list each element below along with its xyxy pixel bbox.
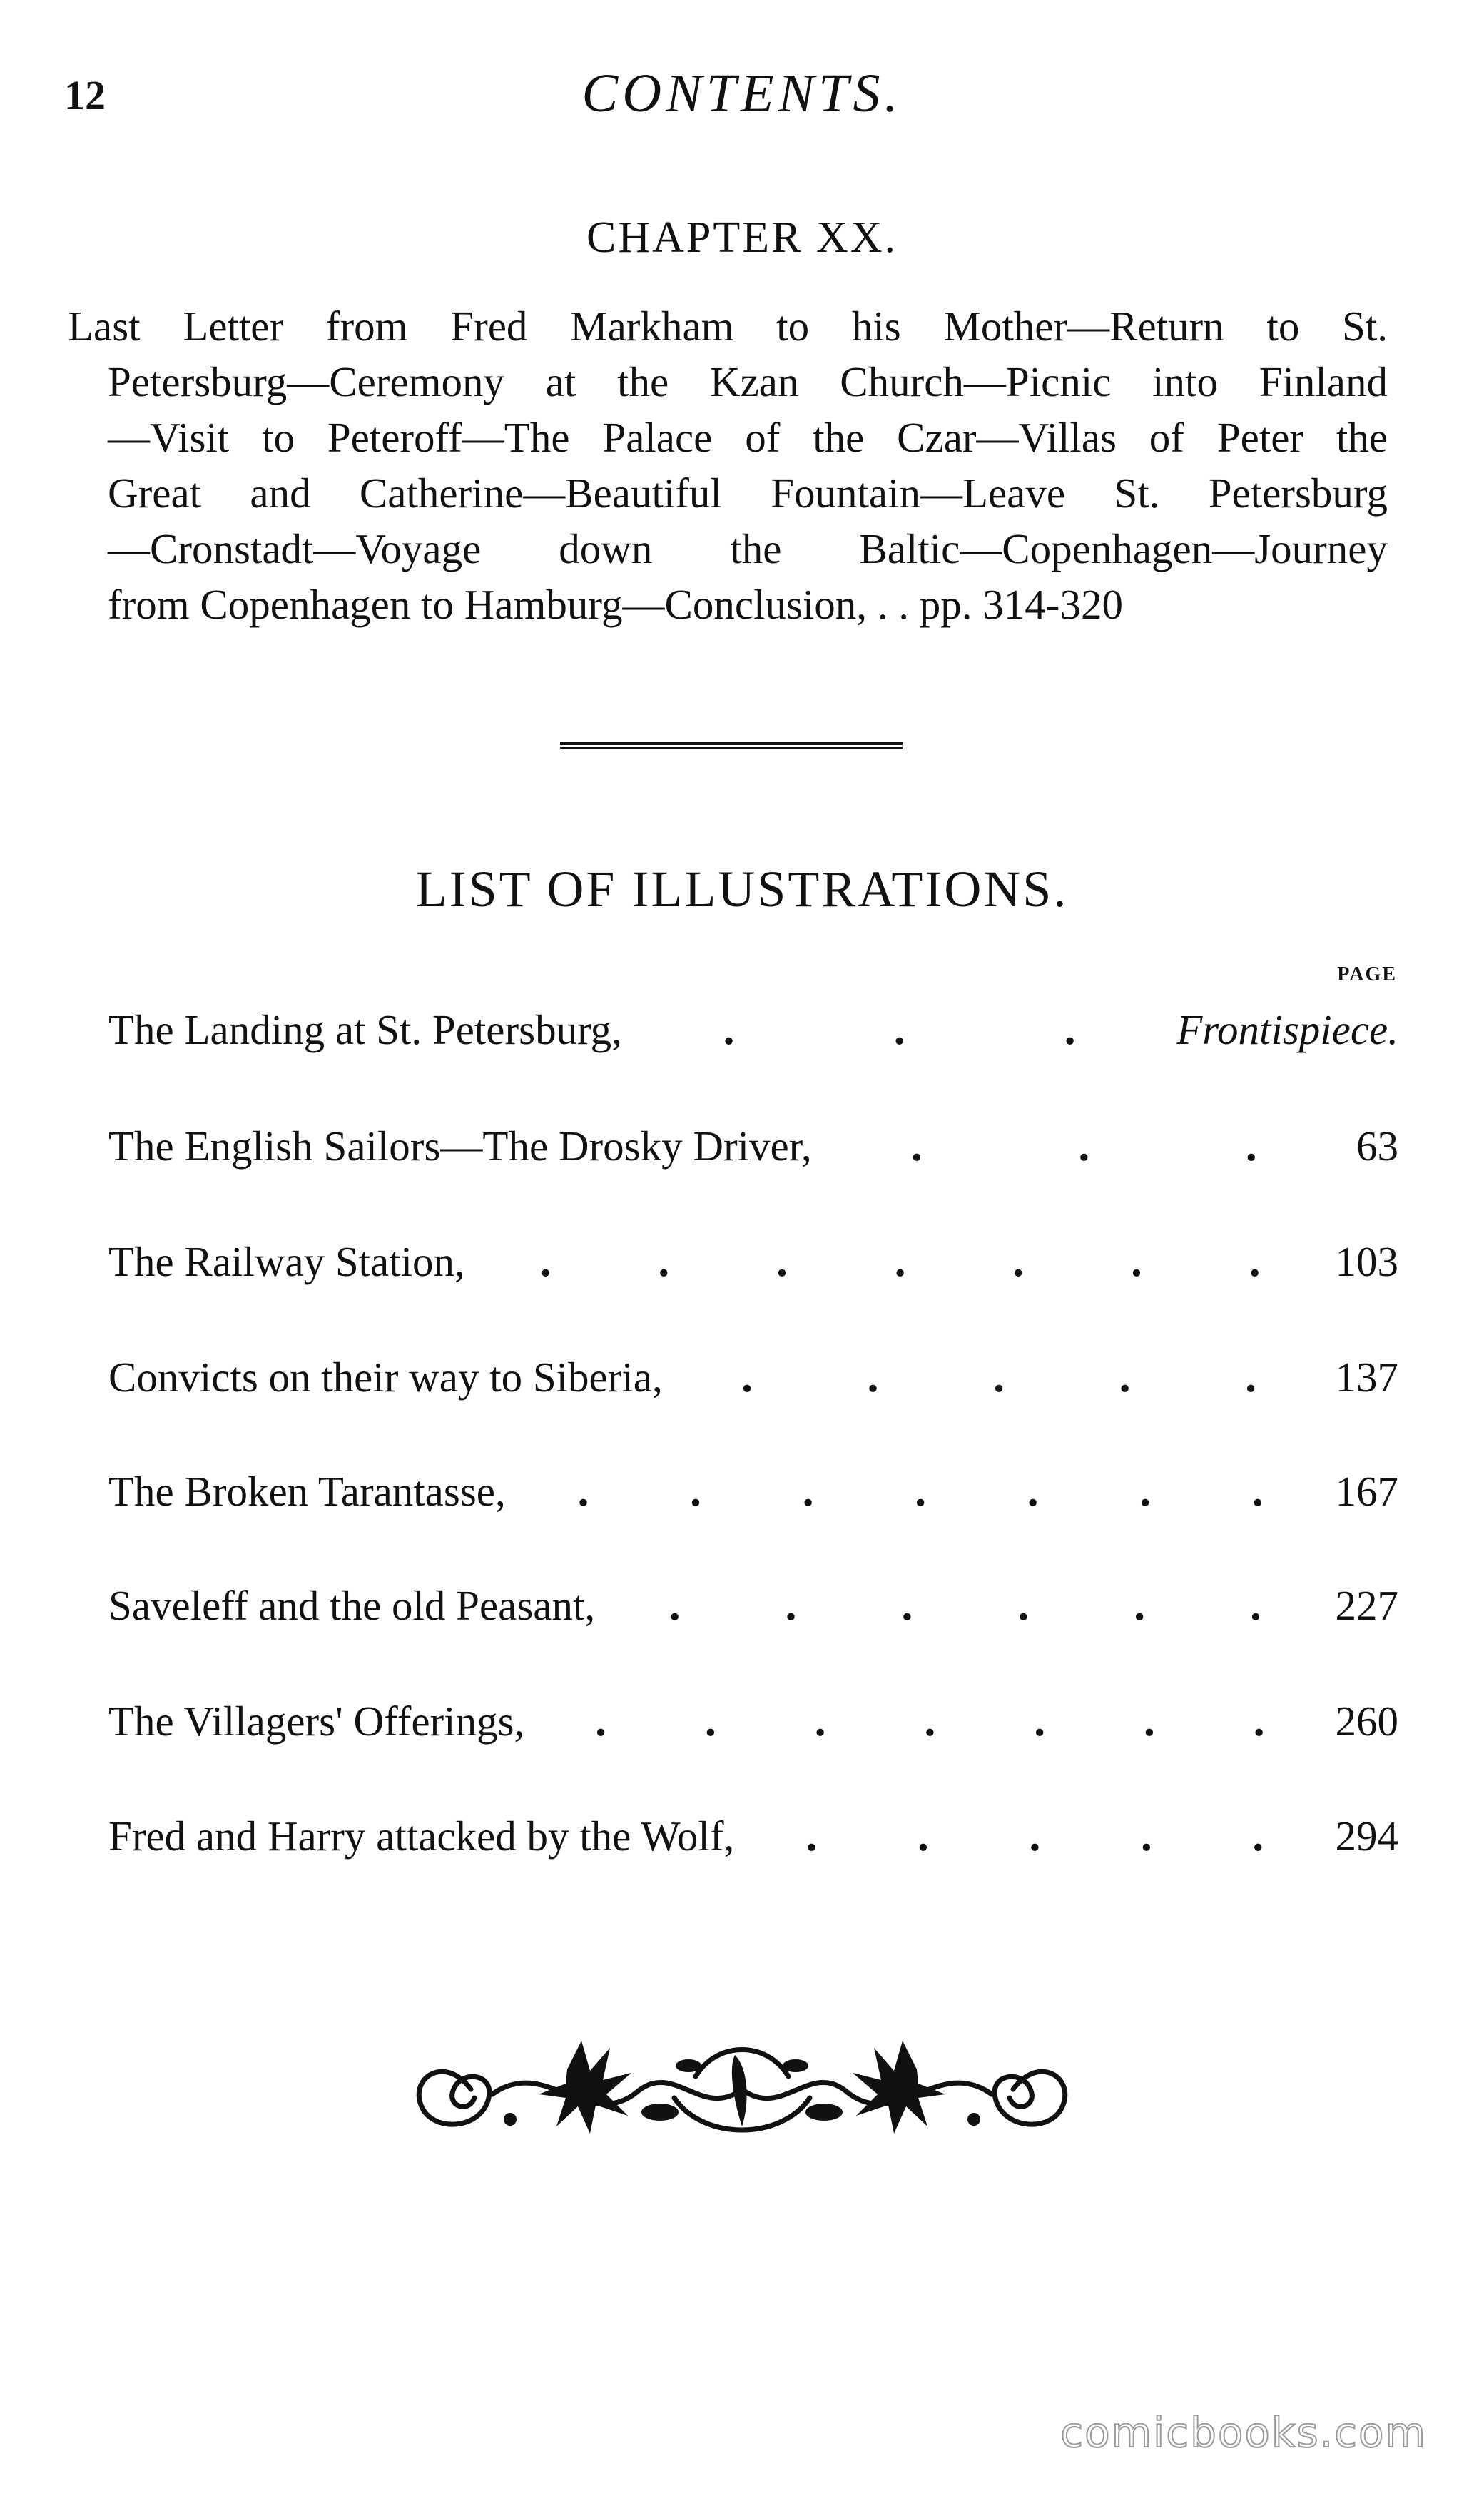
illustration-page: 294	[1335, 1812, 1398, 1860]
list-heading: LIST OF ILLUSTRATIONS.	[415, 861, 1069, 918]
illustration-page: 103	[1335, 1238, 1398, 1285]
illustration-row	[108, 1809, 1398, 1866]
illustration-title: The Landing at St. Petersburg,	[108, 1006, 622, 1053]
summary-line: from Copenhagen to Hamburg—Conclusion, . . pp. 314-320	[108, 581, 1123, 628]
watermark: comicbooks.com	[1060, 2408, 1427, 2457]
illustration-page: 227	[1335, 1582, 1398, 1629]
tailpiece-ornament-icon	[403, 2026, 1081, 2151]
leader-dots: . . . . .	[741, 1351, 1257, 1401]
illustration-page: 137	[1335, 1354, 1398, 1401]
leader-dots: . . . . . .	[669, 1579, 1262, 1630]
summary-line: —Visit to Peteroff—The Palace of the Czar—Villas of Peter the	[108, 414, 1388, 461]
leader-dots: . . . . . . .	[577, 1465, 1264, 1516]
page-number: 12	[64, 72, 106, 118]
illustration-title: The Broken Tarantasse,	[108, 1468, 506, 1515]
illustration-page: Frontispiece.	[1176, 1006, 1398, 1053]
summary-line: Great and Catherine—Beautiful Fountain—Leave St. Petersburg	[108, 470, 1388, 517]
summary-line: —Cronstadt—Voyage down the Baltic—Copenhagen—Journey	[108, 525, 1388, 572]
summary-line: Last Letter from Fred Markham to his Mother—Return to St.	[68, 303, 1388, 350]
illustration-row	[108, 1003, 1398, 1060]
leader-dots: . . .	[910, 1120, 1257, 1170]
leader-dots: . . . . . . .	[595, 1695, 1265, 1745]
leader-dots: . . .	[723, 1003, 1076, 1054]
illustration-row	[108, 1234, 1398, 1292]
illustration-title: The Villagers' Offerings,	[108, 1698, 525, 1745]
leader-dots: . . . . .	[805, 1810, 1264, 1860]
illustration-title: Fred and Harry attacked by the Wolf,	[108, 1812, 735, 1860]
illustration-row	[108, 1694, 1398, 1751]
summary-line: Petersburg—Ceremony at the Kzan Church—Picnic into Finland	[108, 358, 1388, 405]
illustration-row	[108, 1350, 1398, 1407]
page-column-label: PAGE	[1337, 963, 1397, 985]
illustration-title: The Railway Station,	[108, 1238, 465, 1285]
illustration-page: 167	[1335, 1468, 1398, 1515]
chapter-heading: CHAPTER XX.	[586, 213, 898, 262]
illustration-page: 260	[1335, 1698, 1398, 1745]
illustration-title: Convicts on their way to Siberia,	[108, 1354, 663, 1401]
illustration-page: 63	[1356, 1122, 1398, 1170]
chapter-summary	[68, 298, 1388, 632]
illustration-title: Saveleff and the old Peasant,	[108, 1582, 596, 1629]
leader-dots: . . . . . . .	[539, 1235, 1261, 1286]
running-head: CONTENTS.	[581, 64, 903, 123]
illustration-row	[108, 1119, 1398, 1176]
illustration-row	[108, 1578, 1398, 1635]
divider-rule	[560, 742, 903, 749]
illustration-row	[108, 1464, 1398, 1521]
illustration-title: The English Sailors—The Drosky Driver,	[108, 1122, 812, 1170]
